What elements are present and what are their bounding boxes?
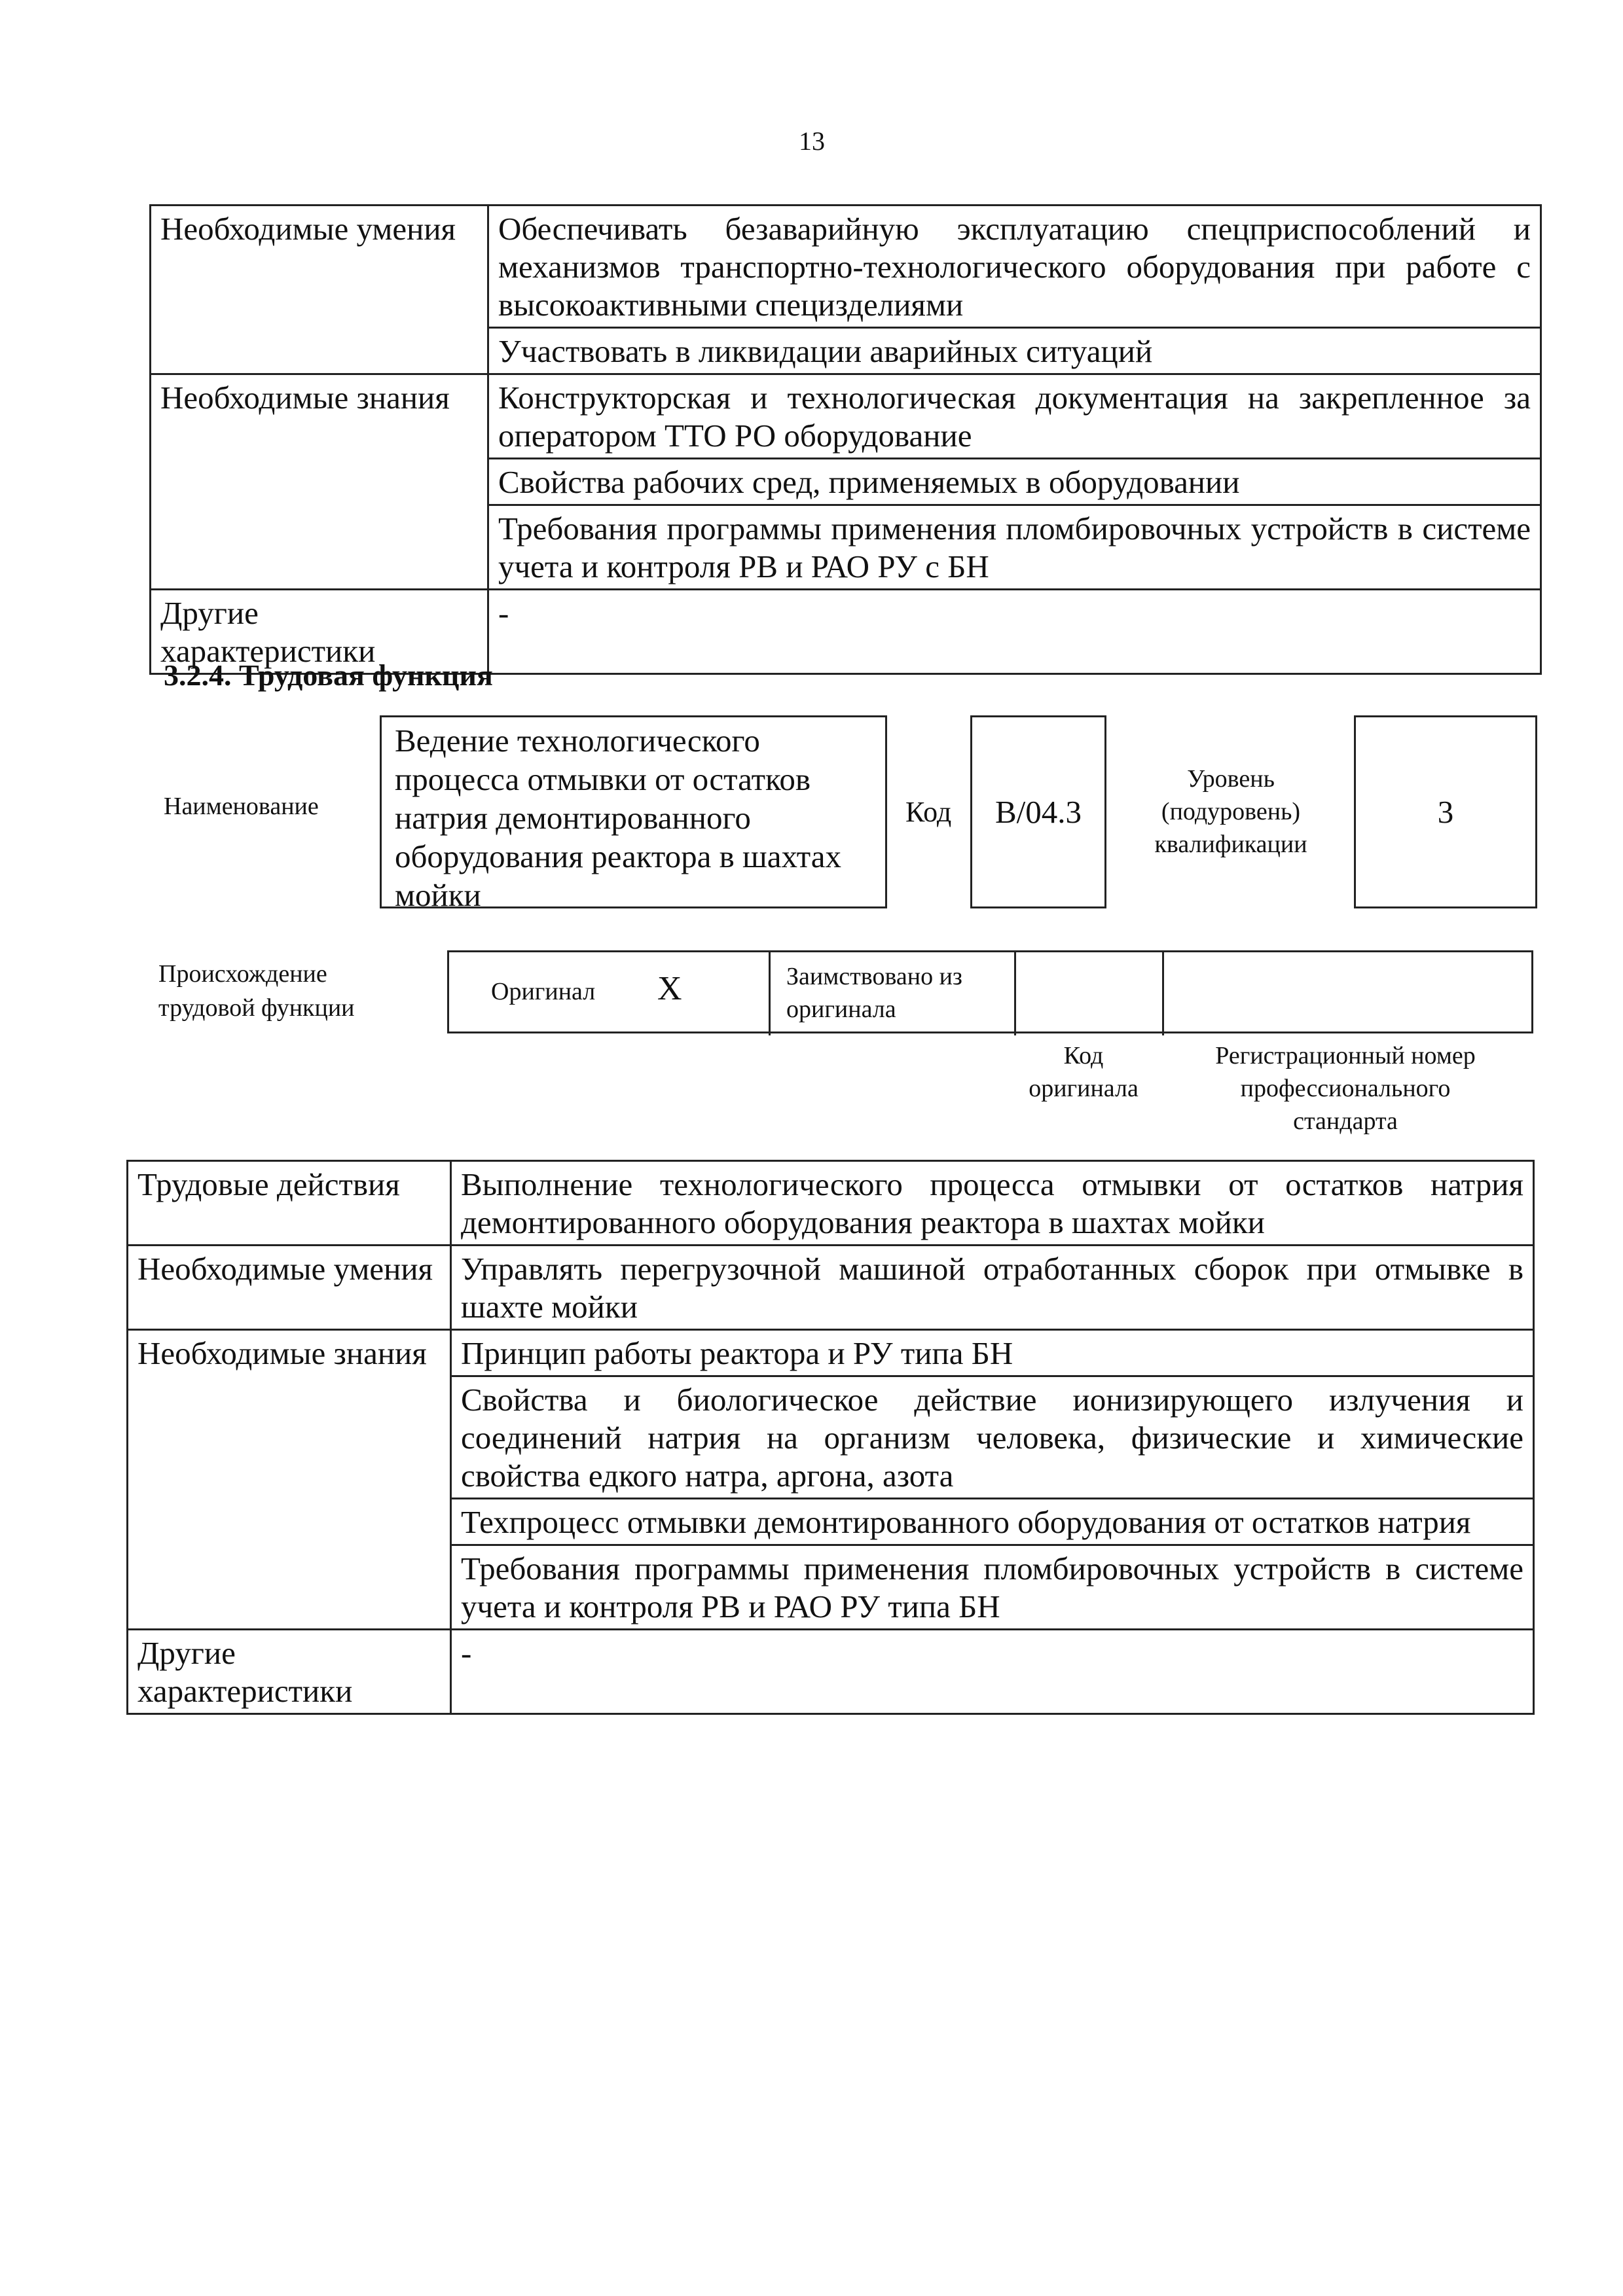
knowledge-item: Требования программы применения пломбировочных устройств в системе учета и контроля РВ и РАО РУ с БН: [488, 505, 1541, 590]
knowledge-item: Свойства рабочих сред, применяемых в оборудовании: [488, 459, 1541, 505]
original-mark: X: [657, 970, 682, 1007]
origin-code-cell: [1014, 952, 1162, 1035]
knowledge-item: Техпроцесс отмывки демонтированного оборудования от остатков натрия: [451, 1499, 1534, 1545]
skills-item: Обеспечивать безаварийную эксплуатацию спецприспособлений и механизмов транспортно-технологического оборудования при работе с высокоактивными специзделиями: [488, 206, 1541, 328]
function-name: Ведение технологического процесса отмывки от остатков натрия демонтированного оборудования реактора в шахтах мойки: [380, 715, 887, 908]
knowledge-item: Свойства и биологическое действие ионизирующего излучения и соединений натрия на организм человека, физические и химические свойства едкого натра, аргона, азота: [451, 1376, 1534, 1499]
code-label: Код: [905, 796, 952, 828]
origin-label: Происхождение трудовой функции: [158, 960, 355, 1022]
qualification-table-bottom: [126, 1160, 1535, 1715]
actions-item: Выполнение технологического процесса отмывки от остатков натрия демонтированного оборудования реактора в шахтах мойки: [451, 1161, 1534, 1246]
knowledge-label: Необходимые знания: [151, 374, 488, 590]
borrowed-label: Заимствовано из оригинала: [786, 963, 962, 1023]
qualification-table-top: [149, 204, 1542, 675]
section-title: 3.2.4. Трудовая функция: [164, 658, 493, 692]
knowledge-item: Требования программы применения пломбировочных устройств в системе учета и контроля РВ и РАО РУ типа БН: [451, 1545, 1534, 1630]
other-characteristics-value: -: [451, 1630, 1534, 1714]
skills-label: Необходимые умения: [128, 1246, 451, 1330]
other-characteristics-value: -: [488, 590, 1541, 674]
code-original-caption: Код оригинала: [1029, 1042, 1139, 1102]
actions-label: Трудовые действия: [128, 1161, 451, 1246]
other-characteristics-label: Другие характеристики: [128, 1630, 451, 1714]
reg-number-caption: Регистрационный номер профессионального стандарта: [1215, 1042, 1476, 1135]
page-number: 13: [799, 126, 825, 156]
knowledge-item: Принцип работы реактора и РУ типа БН: [451, 1330, 1534, 1376]
origin-original-cell: [449, 952, 769, 1035]
level-label: Уровень (подуровень) квалификации: [1154, 765, 1307, 858]
skills-item: Участвовать в ликвидации аварийных ситуаций: [488, 328, 1541, 374]
skills-label: Необходимые умения: [151, 206, 488, 374]
other-characteristics-label: Другие характеристики: [151, 590, 488, 674]
knowledge-label: Необходимые знания: [128, 1330, 451, 1630]
origin-frame: [447, 950, 1533, 1033]
origin-borrowed-cell: [769, 952, 1014, 1035]
code-value: В/04.3: [970, 715, 1106, 908]
origin-regnum-cell: [1162, 952, 1535, 1035]
name-label: Наименование: [164, 793, 319, 820]
original-label: Оригинал: [491, 978, 596, 1005]
knowledge-item: Конструкторская и технологическая документация на закрепленное за оператором ТТО РО оборудование: [488, 374, 1541, 459]
level-value: 3: [1354, 715, 1537, 908]
skills-item: Управлять перегрузочной машиной отработанных сборок при отмывке в шахте мойки: [451, 1246, 1534, 1330]
